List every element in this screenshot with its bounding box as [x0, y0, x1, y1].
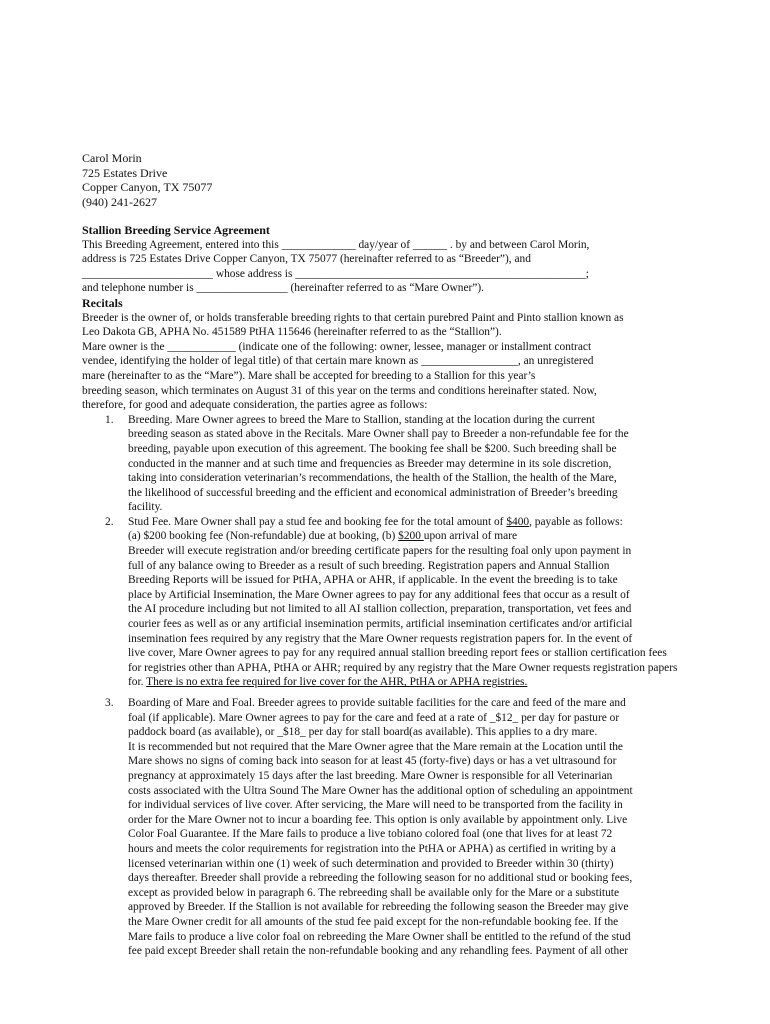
recitals-paragraph [82, 311, 742, 413]
text-line: vendee, identifying the holder of legal title) of that certain mare known as _________________, an unregistered [82, 355, 594, 368]
text-line: breeding season as stated above in the Recitals. Mare Owner shall pay to Breeder a non-refundable fee for the [128, 428, 629, 441]
text-line: therefore, for good and adequate consideration, the parties agree as follows: [82, 399, 428, 412]
text-line: paddock board (as available), or _$18_ per day for stall board(as available). This applies to a dry mare. [128, 726, 598, 739]
text-line: Leo Dakota GB, APHA No. 451589 PtHA 115646 (hereinafter referred to as the “Stallion”). [82, 326, 502, 339]
text-line [128, 529, 742, 544]
term-stud-fee [82, 515, 742, 690]
live-cover-note: There is no extra fee required for live cover for the AHR, PtHA or APHA registries. [146, 676, 528, 689]
text-line [128, 515, 742, 530]
text-line: breeding season, which terminates on August 31 of this year on the terms and conditions hereinafter stated. Now, [82, 384, 597, 397]
text-line: Color Foal Guarantee. If the Mare fails to produce a live tobiano colored foal (one that lives for at least 72 [128, 828, 613, 841]
text-line: Breeder is the owner of, or holds transferable breeding rights to that certain purebred Paint and Pinto stallion known as [82, 311, 624, 324]
text-line: approved by Breeder. If the Stallion is not available for rebreeding the following season the Breeder may give [128, 901, 629, 914]
text-line: full of any balance owing to Breeder as a result of such breeding. Registration papers and Annual Stallion [128, 559, 610, 572]
text-line: Boarding of Mare and Foal. Breeder agrees to provide suitable facilities for the care and feed of the mare and [128, 697, 626, 709]
text-line: _______________________ whose address is ___________________________________________________; [82, 267, 589, 280]
terms-list [82, 413, 742, 959]
text-line: It is recommended but not required that the Mare Owner agree that the Mare remain at the Location until the [128, 740, 623, 753]
stud-fee-total: $400 [506, 515, 530, 528]
text-line: for registries other than APHA, PtHA or AHR; required by any registry that the Mare Owner requests registration papers [128, 661, 678, 674]
recitals-heading: Recitals [82, 295, 123, 310]
text-line: courier fees as well as or any artificial insemination permits, artificial insemination certificates and/or artificial [128, 618, 633, 631]
text-line: Mare owner is the ____________ (indicate one of the following: owner, lessee, manager or installment contract [82, 340, 592, 353]
text-line: fee paid except Breeder shall retain the non-refundable booking and any rehandling fees. Payment of all other [128, 945, 629, 958]
term-breeding [82, 413, 742, 515]
text-line: hours and meets the color requirements for registration into the PtHA or APHA) as certified in writing by a [128, 842, 616, 855]
text-run: upon arrival of mare [423, 530, 518, 543]
address-line: Carol Morin [82, 151, 142, 165]
text-run: for. [128, 676, 147, 689]
agreement-title: Stallion Breeding Service Agreement [82, 223, 270, 237]
text-line: for individual services of live cover. After servicing, the Mare will need to be transported from the facility in [128, 799, 623, 812]
text-line: breeding, payable upon execution of this agreement. The booking fee shall be $200. Such breeding shall be [128, 442, 617, 455]
text-line: foal (if applicable). Mare Owner agrees to pay for the care and feed at a rate of _$12_ per day for pasture or [128, 711, 620, 724]
text-line: Mare shows no signs of coming back into season for at least 45 (forty-five) days or has a vet ultrasound for [128, 755, 617, 768]
address-line: (940) 241-2627 [82, 194, 157, 209]
intro-paragraph [82, 238, 742, 296]
sender-address [82, 151, 212, 209]
text-line: days thereafter. Breeder shall provide a rebreeding the following season for no additional stud or booking fees, [128, 872, 633, 885]
address-line: 725 Estates Drive [82, 165, 168, 180]
text-line: Breeder will execute registration and/or breeding certificate papers for the resulting foal only upon payment in [128, 545, 632, 558]
text-line: mare (hereinafter to as the “Mare”). Mare shall be accepted for breeding to a Stallion for this year’s [82, 369, 536, 382]
text-line: insemination fees required by any registry that the Mare Owner requests registration papers for. In the event of [128, 632, 633, 645]
address-line: Copper Canyon, TX 75077 [82, 180, 213, 195]
text-run: Stud Fee. Mare Owner shall pay a stud fee and booking fee for the total amount of [128, 515, 507, 528]
text-line: the likelihood of successful breeding and the efficient and economical administration of Breeder’s breeding [128, 486, 618, 499]
text-line: pregnancy at approximately 15 days after the last breeding. Mare Owner is responsible for all Veterinarian [128, 769, 613, 782]
text-line: order for the Mare Owner not to incur a boarding fee. This option is only available by appointment only. Live [128, 813, 628, 826]
item-number: 1. [105, 413, 114, 426]
text-line: taking into consideration veterinarian’s recommendations, the health of the Stallion, the health of the Mare, [128, 472, 617, 485]
text-line: the Mare Owner credit for all amounts of the stud fee paid except for the non-refundable booking fee. If the [128, 915, 619, 928]
item-number: 2. [105, 515, 114, 528]
text-line: place by Artificial Insemination, the Mare Owner agrees to pay for any additional fees that occur as a result of [128, 588, 630, 601]
text-run: , payable as follows: [529, 515, 623, 528]
agreement-body [82, 223, 742, 959]
text-line: Breeding Reports will be issued for PtHA, APHA or AHR, if applicable. In the event the breeding is to take [128, 574, 618, 587]
text-line: and telephone number is ________________ (hereinafter referred to as “Mare Owner”). [82, 282, 484, 295]
text-line: conducted in the manner and at such time and frequencies as Breeder may determine in its sole discretion, [128, 457, 612, 470]
arrival-fee: $200 [398, 530, 424, 543]
text-line: licensed veterinarian within one (1) week of such determination and provided to Breeder within 30 (thirty) [128, 857, 614, 870]
text-line: This Breeding Agreement, entered into this _____________ day/year of ______ . by and between Carol Morin, [82, 238, 590, 251]
text-line: live cover, Mare Owner agrees to pay for any required annual stallion breeding report fees or stallion certification fees [128, 647, 667, 660]
text-line: costs associated with the Ultra Sound The Mare Owner has the additional option of scheduling an appointment [128, 784, 633, 797]
item-number: 3. [105, 697, 114, 709]
term-boarding [82, 696, 742, 959]
text-line [128, 675, 742, 690]
text-line: except as provided below in paragraph 6. The rebreeding shall be available only for the Mare or a substitute [128, 886, 619, 899]
text-line: the AI procedure including but not limited to all AI stallion collection, preparation, transportation, vet fees and [128, 603, 632, 616]
text-line: address is 725 Estates Drive Copper Canyon, TX 75077 (hereinafter referred to as “Breeder”), and [82, 253, 531, 266]
text-line: Mare fails to produce a live color foal on rebreeding the Mare Owner shall be entitled to the refund of the stud [128, 930, 631, 943]
text-line: facility. [128, 501, 163, 514]
text-line: Breeding. Mare Owner agrees to breed the Mare to Stallion, standing at the location during the current [128, 413, 595, 426]
text-run: (a) $200 booking fee (Non-refundable) due at booking, (b) [128, 530, 399, 543]
